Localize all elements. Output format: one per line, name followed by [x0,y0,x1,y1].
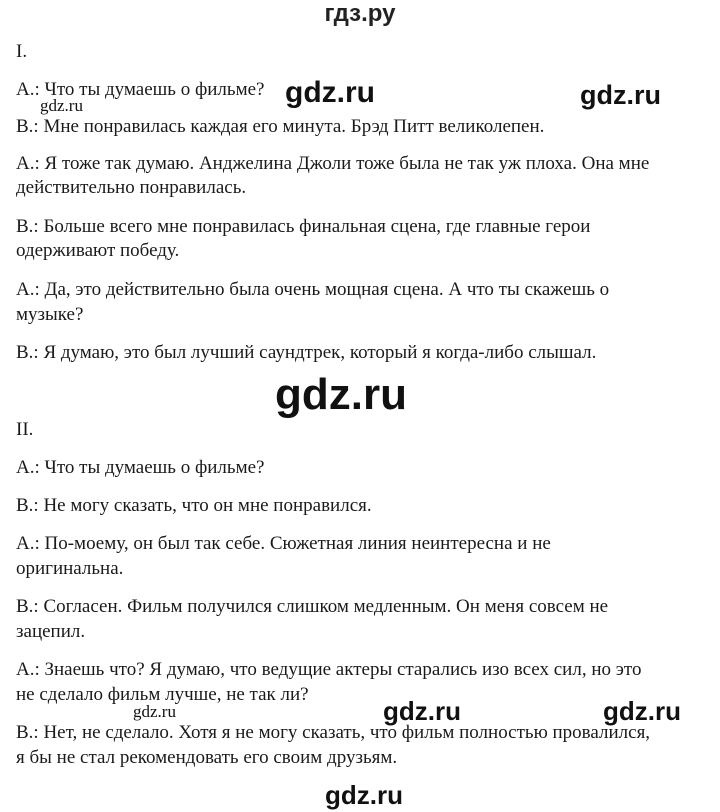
dialogue-line: музыке? [16,304,84,325]
dialogue-line: В.: Я думаю, это был лучший саундтрек, который я когда-либо слышал. [16,342,597,363]
dialogue-line: А.: Что ты думаешь о фильме? [16,79,265,100]
watermark: gdz.ru [603,696,681,726]
watermark-small: gdz.ru [133,702,176,721]
dialogue-line: В.: Не могу сказать, что он мне понравился. [16,495,372,516]
dialogue-line: А.: По-моему, он был так себе. Сюжетная линия неинтересна и не [16,533,551,554]
dialogue-line: А.: Да, это действительно была очень мощная сцена. А что ты скажешь о [16,279,610,300]
section-2-heading: II. [16,419,34,440]
dialogue-line: В.: Согласен. Фильм получился слишком медленным. Он меня совсем не [16,596,609,617]
site-header: гдз.ру [324,0,396,27]
dialogue-line: я бы не стал рекомендовать его своим друзьям. [16,747,398,768]
dialogue-line: действительно понравилась. [16,177,247,198]
dialogue-line: оригинальна. [16,558,124,579]
dialogue-line: А.: Что ты думаешь о фильме? [16,457,265,478]
watermark-small: gdz.ru [40,96,83,115]
watermark: gdz.ru [275,370,407,419]
watermark: gdz.ru [580,80,661,110]
dialogue-line: А.: Знаешь что? Я думаю, что ведущие актеры старались изо всех сил, но это [16,659,642,680]
dialogue-line: одерживают победу. [16,240,180,261]
watermark: gdz.ru [285,76,375,109]
dialogue-line: В.: Больше всего мне понравилась финальная сцена, где главные герои [16,216,591,237]
dialogue-line: не сделало фильм лучше, не так ли? [16,684,309,705]
dialogue-line: А.: Я тоже так думаю. Анджелина Джоли тоже была не так уж плоха. Она мне [16,153,650,174]
watermark: gdz.ru [325,780,403,810]
dialogue-line: зацепил. [16,621,86,642]
dialogue-line: В.: Мне понравилась каждая его минута. Брэд Питт великолепен. [16,116,545,137]
section-1-heading: I. [16,41,28,62]
dialogue-line: В.: Нет, не сделало. Хотя я не могу сказать, что фильм полностью провалился, [16,722,651,743]
watermark: gdz.ru [383,696,461,726]
